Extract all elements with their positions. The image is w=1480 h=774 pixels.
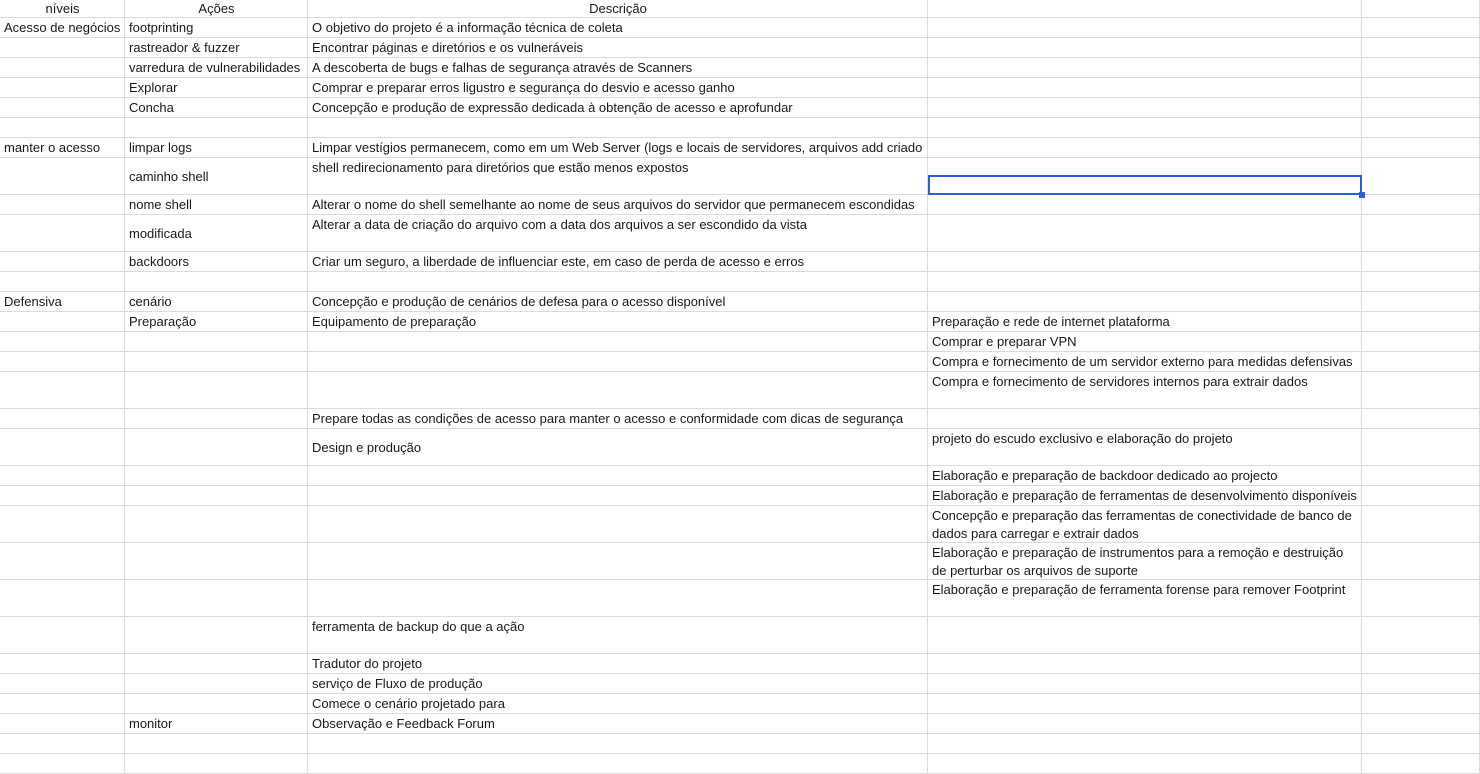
cell-r5-c0[interactable]: [0, 118, 125, 138]
cell-r25-c2[interactable]: [308, 654, 928, 674]
cell-r18-c0[interactable]: [0, 429, 125, 466]
cell-r23-c4[interactable]: [1362, 580, 1480, 617]
cell-r19-c3[interactable]: [928, 466, 1362, 486]
cell-r13-c2[interactable]: [308, 312, 928, 332]
cell-r9-c2[interactable]: [308, 215, 928, 252]
cell-r17-c2-text: Prepare todas as condições de acesso para manter o acesso e conformidade com dicas de segurança: [312, 411, 904, 426]
column-header-4[interactable]: [1362, 0, 1480, 18]
cell-r0-c1[interactable]: [125, 18, 308, 38]
cell-r7-c1-text: caminho shell: [129, 168, 209, 184]
cell-r28-c0[interactable]: [0, 714, 125, 734]
cell-r20-c4[interactable]: [1362, 486, 1480, 506]
cell-r0-c0[interactable]: [0, 18, 125, 38]
cell-r16-c0[interactable]: [0, 372, 125, 409]
cell-r20-c0[interactable]: [0, 486, 125, 506]
cell-r21-c3[interactable]: [928, 506, 1362, 543]
cell-r9-c2-text: Alterar a data de criação do arquivo com a data dos arquivos a ser escondido da vista: [312, 217, 808, 232]
cell-r15-c3[interactable]: [928, 352, 1362, 372]
cell-r4-c2[interactable]: [308, 98, 928, 118]
cell-r8-c2-text: Alterar o nome do shell semelhante ao nome de seus arquivos do servidor que permanecem escondidas: [312, 197, 915, 212]
cell-r28-c2-text: Observação e Feedback Forum: [312, 716, 495, 731]
cell-r2-c1[interactable]: [125, 58, 308, 78]
column-header-2-text: Descrição: [589, 1, 647, 16]
cell-r10-c4[interactable]: [1362, 252, 1480, 272]
cell-r12-c0-text: Defensiva: [4, 294, 62, 309]
cell-r24-c3[interactable]: [928, 617, 1362, 654]
cell-r28-c1-text: monitor: [129, 716, 173, 731]
cell-r14-c0[interactable]: [0, 332, 125, 352]
cell-r15-c0[interactable]: [0, 352, 125, 372]
cell-r13-c0[interactable]: [0, 312, 125, 332]
cell-r29-c3[interactable]: [928, 734, 1362, 754]
cell-r2-c4[interactable]: [1362, 58, 1480, 78]
cell-r26-c3[interactable]: [928, 674, 1362, 694]
cell-r21-c3-text: Concepção e preparação das ferramentas de conectividade de banco de dados para carregar e extrair dados: [932, 508, 1356, 541]
cell-r1-c0[interactable]: [0, 38, 125, 58]
cell-r7-c4[interactable]: [1362, 158, 1480, 195]
cell-r23-c3-text: Elaboração e preparação de ferramenta forense para remover Footprint: [932, 582, 1346, 597]
cell-r22-c0[interactable]: [0, 543, 125, 580]
cell-r24-c4[interactable]: [1362, 617, 1480, 654]
cell-r11-c3[interactable]: [928, 272, 1362, 292]
cell-r4-c1[interactable]: [125, 98, 308, 118]
cell-r24-c1[interactable]: [125, 617, 308, 654]
cell-r30-c0[interactable]: [0, 754, 125, 774]
cell-r30-c4[interactable]: [1362, 754, 1480, 774]
cell-r19-c0[interactable]: [0, 466, 125, 486]
cell-r17-c2[interactable]: [308, 409, 928, 429]
cell-r9-c0[interactable]: [0, 215, 125, 252]
column-header-0-text: níveis: [45, 1, 80, 16]
cell-r0-c4[interactable]: [1362, 18, 1480, 38]
cell-r25-c4[interactable]: [1362, 654, 1480, 674]
cell-r19-c4[interactable]: [1362, 466, 1480, 486]
cell-r10-c0[interactable]: [0, 252, 125, 272]
cell-r29-c1[interactable]: [125, 734, 308, 754]
cell-r18-c3[interactable]: [928, 429, 1362, 466]
cell-r21-c1[interactable]: [125, 506, 308, 543]
cell-r27-c4[interactable]: [1362, 694, 1480, 714]
cell-r10-c2[interactable]: [308, 252, 928, 272]
cell-r14-c1[interactable]: [125, 332, 308, 352]
cell-r3-c1[interactable]: [125, 78, 308, 98]
cell-r5-c3[interactable]: [928, 118, 1362, 138]
cell-r12-c1-text: cenário: [129, 294, 172, 309]
cell-r17-c3[interactable]: [928, 409, 1362, 429]
cell-r26-c0[interactable]: [0, 674, 125, 694]
cell-r7-c3[interactable]: [928, 158, 1362, 195]
cell-r20-c2[interactable]: [308, 486, 928, 506]
cell-r3-c2-text: Comprar e preparar erros ligustro e segurança do desvio e acesso ganho: [312, 80, 735, 95]
cell-r13-c1-text: Preparação: [129, 314, 197, 329]
cell-r2-c0[interactable]: [0, 58, 125, 78]
cell-r23-c0[interactable]: [0, 580, 125, 617]
cell-r30-c1[interactable]: [125, 754, 308, 774]
cell-r15-c1[interactable]: [125, 352, 308, 372]
cell-r1-c1[interactable]: [125, 38, 308, 58]
cell-r3-c1-text: Explorar: [129, 80, 178, 95]
cell-r5-c2[interactable]: [308, 118, 928, 138]
cell-r19-c3-text: Elaboração e preparação de backdoor dedicado ao projecto: [932, 468, 1278, 483]
cell-r30-c2[interactable]: [308, 754, 928, 774]
column-header-3[interactable]: [928, 0, 1362, 18]
cell-r4-c4[interactable]: [1362, 98, 1480, 118]
cell-r24-c0[interactable]: [0, 617, 125, 654]
cell-r16-c2[interactable]: [308, 372, 928, 409]
cell-r28-c4[interactable]: [1362, 714, 1480, 734]
cell-r2-c2[interactable]: [308, 58, 928, 78]
cell-r15-c3-text: Compra e fornecimento de um servidor externo para medidas defensivas: [932, 354, 1353, 369]
cell-r21-c2[interactable]: [308, 506, 928, 543]
cell-r28-c3[interactable]: [928, 714, 1362, 734]
cell-r24-c2[interactable]: [308, 617, 928, 654]
cell-r10-c1-text: backdoors: [129, 254, 189, 269]
cell-r20-c3[interactable]: [928, 486, 1362, 506]
cell-r27-c0[interactable]: [0, 694, 125, 714]
cell-r17-c0[interactable]: [0, 409, 125, 429]
cell-r3-c3[interactable]: [928, 78, 1362, 98]
cell-r28-c2[interactable]: [308, 714, 928, 734]
cell-r22-c1[interactable]: [125, 543, 308, 580]
cell-r1-c2[interactable]: [308, 38, 928, 58]
cell-r15-c2[interactable]: [308, 352, 928, 372]
cell-r1-c2-text: Encontrar páginas e diretórios e os vulneráveis: [312, 40, 583, 55]
cell-r14-c3-text: Comprar e preparar VPN: [932, 334, 1077, 349]
column-header-0[interactable]: [0, 0, 125, 18]
cell-r25-c1[interactable]: [125, 654, 308, 674]
cell-r24-c2-text: ferramenta de backup do que a ação: [312, 619, 525, 634]
cell-r4-c2-text: Concepção e produção de expressão dedicada à obtenção de acesso e aprofundar: [312, 100, 793, 115]
cell-r1-c1-text: rastreador & fuzzer: [129, 40, 240, 55]
cell-r22-c2[interactable]: [308, 543, 928, 580]
cell-r19-c2[interactable]: [308, 466, 928, 486]
fill-handle[interactable]: [1359, 192, 1365, 198]
cell-r8-c4[interactable]: [1362, 195, 1480, 215]
column-header-1-text: Ações: [198, 1, 235, 16]
cell-r17-c4[interactable]: [1362, 409, 1480, 429]
cell-r2-c3[interactable]: [928, 58, 1362, 78]
cell-r12-c0[interactable]: [0, 292, 125, 312]
cell-r22-c4[interactable]: [1362, 543, 1480, 580]
cell-r11-c4[interactable]: [1362, 272, 1480, 292]
cell-r22-c3[interactable]: [928, 543, 1362, 580]
cell-r26-c2[interactable]: [308, 674, 928, 694]
cell-r27-c2-text: Comece o cenário projetado para: [312, 696, 505, 711]
cell-r27-c1[interactable]: [125, 694, 308, 714]
cell-r13-c2-text: Equipamento de preparação: [312, 314, 477, 329]
cell-r18-c1[interactable]: [125, 429, 308, 466]
cell-r4-c1-text: Concha: [129, 100, 174, 115]
cell-r25-c2-text: Tradutor do projeto: [312, 656, 423, 671]
cell-r18-c4[interactable]: [1362, 429, 1480, 466]
cell-r12-c4[interactable]: [1362, 292, 1480, 312]
cell-r30-c3[interactable]: [928, 754, 1362, 774]
cell-r8-c3[interactable]: [928, 195, 1362, 215]
cell-r23-c1[interactable]: [125, 580, 308, 617]
cell-r6-c3[interactable]: [928, 138, 1362, 158]
cell-r29-c0[interactable]: [0, 734, 125, 754]
cell-r8-c1[interactable]: [125, 195, 308, 215]
cell-r12-c2[interactable]: [308, 292, 928, 312]
cell-r7-c2-text: shell redirecionamento para diretórios que estão menos expostos: [312, 160, 689, 175]
cell-r23-c3[interactable]: [928, 580, 1362, 617]
cell-r25-c3[interactable]: [928, 654, 1362, 674]
cell-r25-c0[interactable]: [0, 654, 125, 674]
cell-r14-c4[interactable]: [1362, 332, 1480, 352]
cell-r16-c4[interactable]: [1362, 372, 1480, 409]
column-header-1[interactable]: [125, 0, 308, 18]
cell-r12-c1[interactable]: [125, 292, 308, 312]
cell-r0-c2[interactable]: [308, 18, 928, 38]
cell-r23-c2[interactable]: [308, 580, 928, 617]
cell-r11-c0[interactable]: [0, 272, 125, 292]
cell-r20-c3-text: Elaboração e preparação de ferramentas de desenvolvimento disponíveis: [932, 488, 1357, 503]
cell-r26-c1[interactable]: [125, 674, 308, 694]
cell-r13-c3-text: Preparação e rede de internet plataforma: [932, 314, 1170, 329]
cell-r8-c1-text: nome shell: [129, 197, 192, 212]
cell-r10-c2-text: Criar um seguro, a liberdade de influenciar este, em caso de perda de acesso e erros: [312, 254, 805, 269]
cell-r2-c1-text: varredura de vulnerabilidades: [129, 60, 301, 75]
cell-r7-c0[interactable]: [0, 158, 125, 195]
cell-r11-c2[interactable]: [308, 272, 928, 292]
column-header-2[interactable]: [308, 0, 928, 18]
cell-r6-c1-text: limpar logs: [129, 140, 192, 155]
cell-r19-c1[interactable]: [125, 466, 308, 486]
cell-r0-c2-text: O objetivo do projeto é a informação técnica de coleta: [312, 20, 623, 35]
cell-r9-c1[interactable]: [125, 215, 308, 252]
cell-r18-c3-text: projeto do escudo exclusivo e elaboração do projeto: [932, 431, 1233, 446]
cell-r12-c2-text: Concepção e produção de cenários de defesa para o acesso disponível: [312, 294, 726, 309]
cell-r6-c2[interactable]: [308, 138, 928, 158]
cell-r14-c2[interactable]: [308, 332, 928, 352]
cell-r9-c1-text: modificada: [129, 225, 192, 241]
cell-r20-c1[interactable]: [125, 486, 308, 506]
cell-r16-c3[interactable]: [928, 372, 1362, 409]
cell-r10-c1[interactable]: [125, 252, 308, 272]
cell-r11-c1[interactable]: [125, 272, 308, 292]
cell-r4-c3[interactable]: [928, 98, 1362, 118]
cell-r4-c0[interactable]: [0, 98, 125, 118]
cell-r9-c3[interactable]: [928, 215, 1362, 252]
cell-r12-c3[interactable]: [928, 292, 1362, 312]
cell-r26-c4[interactable]: [1362, 674, 1480, 694]
cell-r13-c1[interactable]: [125, 312, 308, 332]
cell-r0-c3[interactable]: [928, 18, 1362, 38]
cell-r21-c0[interactable]: [0, 506, 125, 543]
cell-r6-c0-text: manter o acesso: [4, 140, 101, 155]
cell-r3-c0[interactable]: [0, 78, 125, 98]
cell-r10-c3[interactable]: [928, 252, 1362, 272]
cell-r3-c2[interactable]: [308, 78, 928, 98]
cell-r8-c2[interactable]: [308, 195, 928, 215]
cell-r15-c4[interactable]: [1362, 352, 1480, 372]
cell-r26-c2-text: serviço de Fluxo de produção: [312, 676, 483, 691]
cell-r16-c3-text: Compra e fornecimento de servidores internos para extrair dados: [932, 374, 1308, 389]
cell-r7-c2[interactable]: [308, 158, 928, 195]
cell-r6-c0[interactable]: [0, 138, 125, 158]
cell-r13-c4[interactable]: [1362, 312, 1480, 332]
cell-r6-c2-text: Limpar vestígios permanecem, como em um Web Server (logs e locais de servidores, arquivos add criado: [312, 140, 923, 155]
cell-r6-c4[interactable]: [1362, 138, 1480, 158]
cell-r16-c1[interactable]: [125, 372, 308, 409]
cell-r9-c4[interactable]: [1362, 215, 1480, 252]
cell-r21-c4[interactable]: [1362, 506, 1480, 543]
cell-r18-c2-text: Design e produção: [312, 439, 422, 455]
cell-r18-c2[interactable]: [308, 429, 928, 466]
cell-r3-c4[interactable]: [1362, 78, 1480, 98]
cell-r5-c1[interactable]: [125, 118, 308, 138]
cell-r13-c3[interactable]: [928, 312, 1362, 332]
cell-r27-c3[interactable]: [928, 694, 1362, 714]
cell-r29-c2[interactable]: [308, 734, 928, 754]
cell-r7-c1[interactable]: [125, 158, 308, 195]
cell-r29-c4[interactable]: [1362, 734, 1480, 754]
cell-r0-c1-text: footprinting: [129, 20, 194, 35]
cell-r27-c2[interactable]: [308, 694, 928, 714]
cell-r17-c1[interactable]: [125, 409, 308, 429]
cell-r8-c0[interactable]: [0, 195, 125, 215]
cell-r1-c4[interactable]: [1362, 38, 1480, 58]
cell-r2-c2-text: A descoberta de bugs e falhas de segurança através de Scanners: [312, 60, 693, 75]
cell-r14-c3[interactable]: [928, 332, 1362, 352]
cell-r28-c1[interactable]: [125, 714, 308, 734]
cell-r0-c0-text: Acesso de negócios: [4, 20, 121, 35]
cell-r6-c1[interactable]: [125, 138, 308, 158]
cell-r1-c3[interactable]: [928, 38, 1362, 58]
cell-r22-c3-text: Elaboração e preparação de instrumentos para a remoção e destruição de perturbar os arquivos de suporte: [932, 545, 1347, 578]
cell-r5-c4[interactable]: [1362, 118, 1480, 138]
